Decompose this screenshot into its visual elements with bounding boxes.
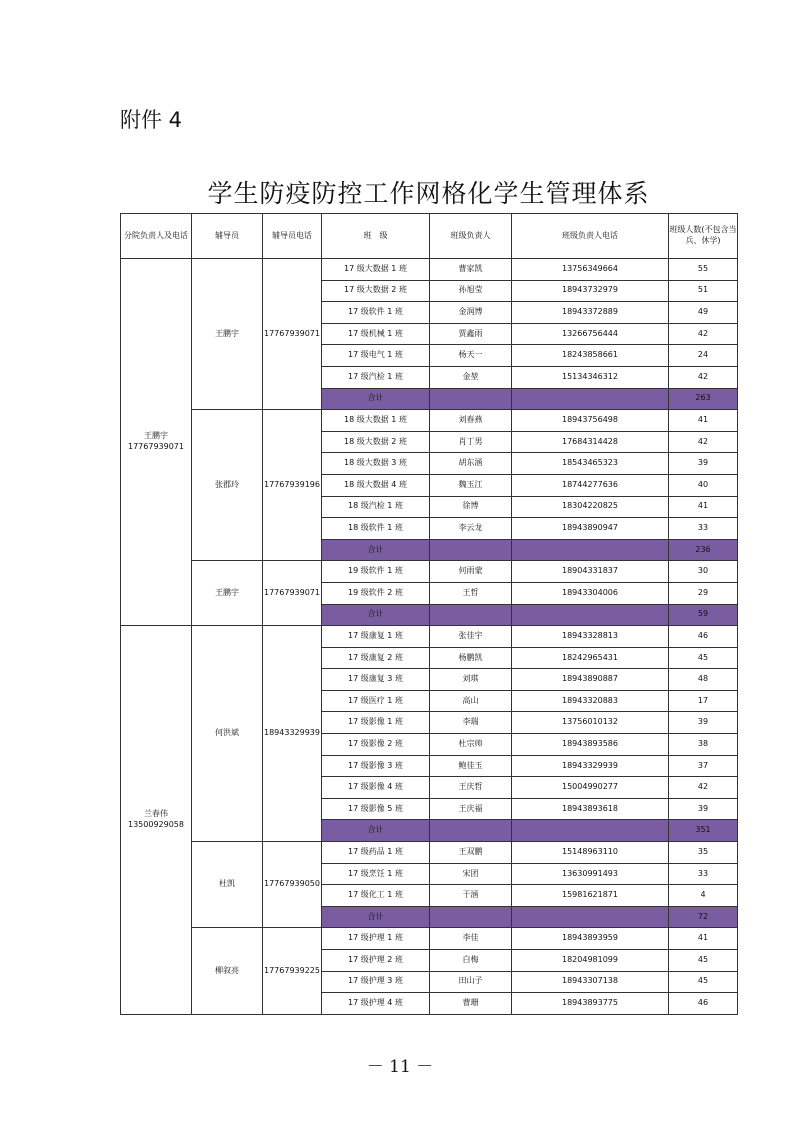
class-lead-phone: 18943893775 bbox=[512, 993, 669, 1015]
class-name: 17 级影像 2 班 bbox=[322, 734, 430, 756]
total-label: 合计 bbox=[322, 388, 430, 410]
class-name: 18 级大数据 2 班 bbox=[322, 431, 430, 453]
counselor-phone: 17767939050 bbox=[263, 842, 322, 928]
class-lead: 刘春燕 bbox=[430, 410, 512, 432]
class-lead-phone: 18943756498 bbox=[512, 410, 669, 432]
division-leader-cell bbox=[121, 259, 192, 626]
class-lead: 肖丁男 bbox=[430, 431, 512, 453]
class-count: 46 bbox=[669, 626, 738, 648]
class-lead: 金润博 bbox=[430, 302, 512, 324]
total-count: 72 bbox=[669, 906, 738, 928]
class-lead: 贾鑫雨 bbox=[430, 323, 512, 345]
total-lead-empty bbox=[430, 906, 512, 928]
class-lead-phone: 13756349664 bbox=[512, 259, 669, 281]
class-lead: 王双鹏 bbox=[430, 842, 512, 864]
class-count: 17 bbox=[669, 690, 738, 712]
counselor-name: 王鹏宇 bbox=[192, 561, 263, 626]
class-lead: 李瑞 bbox=[430, 712, 512, 734]
class-lead: 杨天一 bbox=[430, 345, 512, 367]
attachment-label: 附件 4 bbox=[120, 108, 183, 132]
table-row bbox=[121, 259, 738, 281]
class-lead-phone: 18242965431 bbox=[512, 647, 669, 669]
class-count: 41 bbox=[669, 496, 738, 518]
header-counselor: 辅导员 bbox=[192, 214, 263, 259]
class-lead: 王庆哲 bbox=[430, 777, 512, 799]
class-lead: 王哲 bbox=[430, 582, 512, 604]
class-name: 17 级护理 4 班 bbox=[322, 993, 430, 1015]
class-lead-phone: 18904331837 bbox=[512, 561, 669, 583]
counselor-phone: 18943329939 bbox=[263, 626, 322, 842]
total-phone-empty bbox=[512, 539, 669, 561]
counselor-phone: 17767939071 bbox=[263, 259, 322, 410]
counselor-phone: 17767939071 bbox=[263, 561, 322, 626]
table-row bbox=[121, 626, 738, 648]
class-lead-phone: 18243858661 bbox=[512, 345, 669, 367]
table-row bbox=[121, 410, 738, 432]
class-name: 18 级大数据 3 班 bbox=[322, 453, 430, 475]
header-class-lead-phone: 班级负责人电话 bbox=[512, 214, 669, 259]
class-count: 39 bbox=[669, 712, 738, 734]
class-count: 55 bbox=[669, 259, 738, 281]
class-name: 18 级软件 1 班 bbox=[322, 518, 430, 540]
class-name: 19 级软件 1 班 bbox=[322, 561, 430, 583]
total-label: 合计 bbox=[322, 539, 430, 561]
header-counselor-phone: 辅导员电话 bbox=[263, 214, 322, 259]
header-leader: 分院负责人及电话 bbox=[121, 214, 192, 259]
class-name: 17 级护理 1 班 bbox=[322, 928, 430, 950]
class-lead-phone: 18943372889 bbox=[512, 302, 669, 324]
total-phone-empty bbox=[512, 604, 669, 626]
class-lead: 曹珊 bbox=[430, 993, 512, 1015]
total-lead-empty bbox=[430, 388, 512, 410]
class-count: 38 bbox=[669, 734, 738, 756]
class-name: 17 级影像 1 班 bbox=[322, 712, 430, 734]
document-title: 学生防疫防控工作网格化学生管理体系 bbox=[207, 179, 650, 208]
class-count: 39 bbox=[669, 798, 738, 820]
class-lead: 金堃 bbox=[430, 366, 512, 388]
class-count: 35 bbox=[669, 842, 738, 864]
total-label: 合计 bbox=[322, 906, 430, 928]
class-lead-phone: 17684314428 bbox=[512, 431, 669, 453]
total-phone-empty bbox=[512, 820, 669, 842]
class-lead: 曹家凯 bbox=[430, 259, 512, 281]
total-label: 合计 bbox=[322, 820, 430, 842]
class-lead: 何雨蒙 bbox=[430, 561, 512, 583]
class-name: 17 级影像 3 班 bbox=[322, 755, 430, 777]
header-count: 班级人数(不包含当兵、休学) bbox=[669, 214, 738, 259]
division-leader-phone: 17767939071 bbox=[128, 442, 184, 452]
total-lead-empty bbox=[430, 604, 512, 626]
class-lead: 鲍佳玉 bbox=[430, 755, 512, 777]
class-lead: 杜宗帅 bbox=[430, 734, 512, 756]
division-leader-name: 兰春伟 bbox=[144, 809, 168, 819]
class-name: 17 级护理 2 班 bbox=[322, 950, 430, 972]
class-name: 17 级软件 1 班 bbox=[322, 302, 430, 324]
class-lead-phone: 18943329939 bbox=[512, 755, 669, 777]
class-lead: 王庆福 bbox=[430, 798, 512, 820]
class-count: 48 bbox=[669, 669, 738, 691]
class-count: 45 bbox=[669, 950, 738, 972]
class-count: 42 bbox=[669, 431, 738, 453]
class-lead: 孙旭莹 bbox=[430, 280, 512, 302]
class-lead-phone: 18943890947 bbox=[512, 518, 669, 540]
counselor-name: 何洪斌 bbox=[192, 626, 263, 842]
class-lead-phone: 13266756444 bbox=[512, 323, 669, 345]
counselor-name: 杜凯 bbox=[192, 842, 263, 928]
class-lead-phone: 18543465323 bbox=[512, 453, 669, 475]
class-name: 17 级大数据 1 班 bbox=[322, 259, 430, 281]
class-count: 39 bbox=[669, 453, 738, 475]
class-lead-phone: 18204981099 bbox=[512, 950, 669, 972]
table-row bbox=[121, 842, 738, 864]
class-lead: 白梅 bbox=[430, 950, 512, 972]
class-name: 17 级影像 5 班 bbox=[322, 798, 430, 820]
class-name: 17 级康复 3 班 bbox=[322, 669, 430, 691]
class-count: 24 bbox=[669, 345, 738, 367]
class-lead: 李佳 bbox=[430, 928, 512, 950]
header-class-lead: 班级负责人 bbox=[430, 214, 512, 259]
class-name: 18 级汽检 1 班 bbox=[322, 496, 430, 518]
class-name: 17 级电气 1 班 bbox=[322, 345, 430, 367]
class-lead-phone: 18943893618 bbox=[512, 798, 669, 820]
counselor-phone: 17767939225 bbox=[263, 928, 322, 1014]
total-lead-empty bbox=[430, 539, 512, 561]
class-name: 17 级护理 3 班 bbox=[322, 971, 430, 993]
total-lead-empty bbox=[430, 820, 512, 842]
class-lead-phone: 18943328813 bbox=[512, 626, 669, 648]
class-name: 17 级康复 2 班 bbox=[322, 647, 430, 669]
class-name: 17 级医疗 1 班 bbox=[322, 690, 430, 712]
class-lead: 高山 bbox=[430, 690, 512, 712]
class-name: 17 级大数据 2 班 bbox=[322, 280, 430, 302]
student-management-table bbox=[120, 213, 738, 1015]
class-lead-phone: 18943890887 bbox=[512, 669, 669, 691]
class-lead-phone: 18943320883 bbox=[512, 690, 669, 712]
class-lead-phone: 18943732979 bbox=[512, 280, 669, 302]
counselor-name: 王鹏宇 bbox=[192, 259, 263, 410]
class-name: 17 级汽检 1 班 bbox=[322, 366, 430, 388]
class-lead-phone: 15148963110 bbox=[512, 842, 669, 864]
class-count: 42 bbox=[669, 366, 738, 388]
division-leader-cell bbox=[121, 626, 192, 1015]
class-name: 17 级影像 4 班 bbox=[322, 777, 430, 799]
class-count: 49 bbox=[669, 302, 738, 324]
header-class: 班 级 bbox=[322, 214, 430, 259]
total-phone-empty bbox=[512, 906, 669, 928]
class-lead: 于涵 bbox=[430, 885, 512, 907]
counselor-phone: 17767939196 bbox=[263, 410, 322, 561]
class-lead: 田山子 bbox=[430, 971, 512, 993]
class-count: 42 bbox=[669, 777, 738, 799]
page-number: － 11 － bbox=[366, 1057, 434, 1077]
class-lead-phone: 18943307138 bbox=[512, 971, 669, 993]
total-phone-empty bbox=[512, 388, 669, 410]
class-name: 17 级化工 1 班 bbox=[322, 885, 430, 907]
table-row bbox=[121, 561, 738, 583]
table-row bbox=[121, 928, 738, 950]
class-name: 17 级机械 1 班 bbox=[322, 323, 430, 345]
class-lead-phone: 18943893586 bbox=[512, 734, 669, 756]
total-count: 236 bbox=[669, 539, 738, 561]
class-count: 45 bbox=[669, 647, 738, 669]
class-lead-phone: 13630991493 bbox=[512, 863, 669, 885]
class-lead: 李云龙 bbox=[430, 518, 512, 540]
class-lead: 张佳宇 bbox=[430, 626, 512, 648]
class-count: 40 bbox=[669, 474, 738, 496]
class-name: 17 级药品 1 班 bbox=[322, 842, 430, 864]
class-count: 29 bbox=[669, 582, 738, 604]
class-count: 51 bbox=[669, 280, 738, 302]
class-lead: 宋团 bbox=[430, 863, 512, 885]
class-count: 42 bbox=[669, 323, 738, 345]
class-count: 41 bbox=[669, 410, 738, 432]
class-count: 33 bbox=[669, 518, 738, 540]
total-label: 合计 bbox=[322, 604, 430, 626]
class-lead: 魏玉江 bbox=[430, 474, 512, 496]
class-lead: 徐博 bbox=[430, 496, 512, 518]
class-lead-phone: 13756010132 bbox=[512, 712, 669, 734]
class-lead: 杨鹏凯 bbox=[430, 647, 512, 669]
class-name: 19 级软件 2 班 bbox=[322, 582, 430, 604]
class-name: 17 级康复 1 班 bbox=[322, 626, 430, 648]
class-lead-phone: 18943893959 bbox=[512, 928, 669, 950]
class-count: 41 bbox=[669, 928, 738, 950]
class-name: 18 级大数据 4 班 bbox=[322, 474, 430, 496]
class-lead: 刘琪 bbox=[430, 669, 512, 691]
class-lead-phone: 15134346312 bbox=[512, 366, 669, 388]
counselor-name: 柳叙亮 bbox=[192, 928, 263, 1014]
class-count: 37 bbox=[669, 755, 738, 777]
total-count: 59 bbox=[669, 604, 738, 626]
class-count: 46 bbox=[669, 993, 738, 1015]
class-count: 30 bbox=[669, 561, 738, 583]
class-lead-phone: 18304220825 bbox=[512, 496, 669, 518]
class-name: 18 级大数据 1 班 bbox=[322, 410, 430, 432]
counselor-name: 张郡玲 bbox=[192, 410, 263, 561]
total-count: 351 bbox=[669, 820, 738, 842]
class-lead-phone: 18744277636 bbox=[512, 474, 669, 496]
division-leader-phone: 13500929058 bbox=[128, 819, 184, 829]
class-lead: 胡东涵 bbox=[430, 453, 512, 475]
class-lead-phone: 15981621871 bbox=[512, 885, 669, 907]
class-count: 45 bbox=[669, 971, 738, 993]
class-lead-phone: 18943304006 bbox=[512, 582, 669, 604]
table-body bbox=[121, 259, 738, 1015]
table-header-row bbox=[121, 214, 738, 259]
division-leader-name: 王鹏宇 bbox=[144, 431, 168, 441]
class-lead-phone: 15004990277 bbox=[512, 777, 669, 799]
class-name: 17 级烹饪 1 班 bbox=[322, 863, 430, 885]
class-count: 4 bbox=[669, 885, 738, 907]
total-count: 263 bbox=[669, 388, 738, 410]
class-count: 33 bbox=[669, 863, 738, 885]
